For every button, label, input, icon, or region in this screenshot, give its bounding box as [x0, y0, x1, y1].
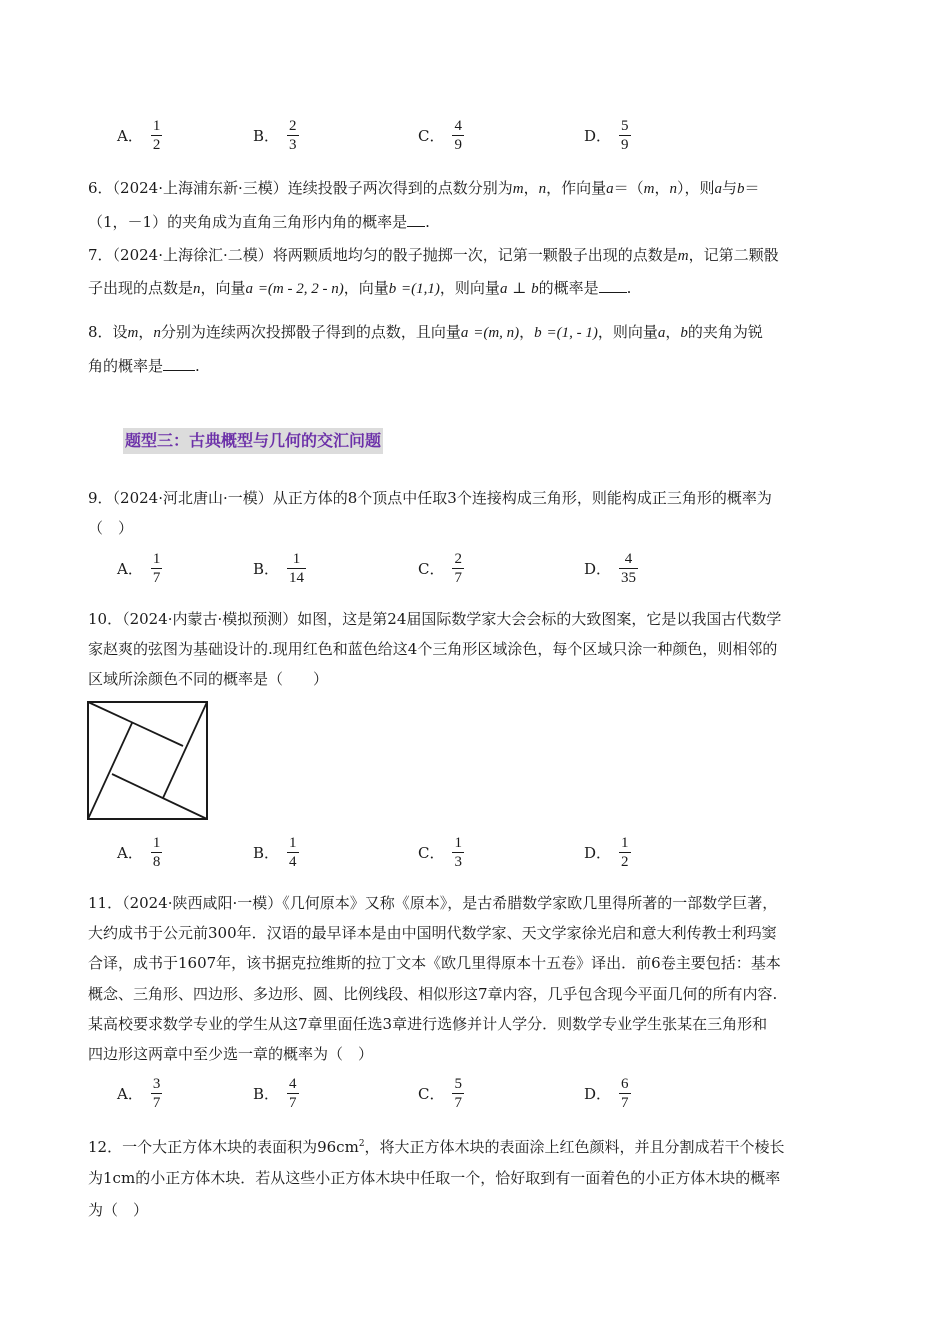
question-6-line-1: 6．（2024·上海浦东新·三模）连续投骰子两次得到的点数分别为m，n，作向量a＝（m，n），则a与b＝	[88, 179, 760, 197]
option-d[interactable]	[584, 835, 631, 870]
option-label: D．	[584, 560, 612, 578]
option-label: D．	[584, 1085, 612, 1103]
triangle-edge	[163, 702, 207, 798]
option-label: D．	[584, 844, 612, 862]
option-label: B．	[253, 844, 280, 862]
fraction: $\frac{3}{7}$	[152, 1076, 161, 1111]
option-a[interactable]	[117, 835, 162, 870]
fraction: $\frac{1}{2}$	[621, 835, 629, 870]
option-d[interactable]	[584, 551, 638, 586]
question-12-line-2: 为1cm的小正方体木块．若从这些小正方体木块中任取一个，恰好取到有一面着色的小正方体木块的概率	[88, 1169, 781, 1187]
answer-blank[interactable]	[407, 212, 425, 227]
answer-blank[interactable]	[599, 278, 627, 293]
fraction: $\frac{2}{3}$	[289, 118, 297, 153]
triangle-edge	[112, 774, 207, 819]
fraction: $\frac{2}{7}$	[454, 551, 462, 586]
question-8-line-1: 8．设m，n分别为连续两次投掷骰子得到的点数，且向量a =(m, n)，b =(1, - 1)，则向量a，b的夹角为锐	[88, 323, 763, 341]
fraction: $\frac{1}{7}$	[152, 551, 161, 586]
option-label: A．	[117, 560, 143, 578]
fraction: $\frac{1}{8}$	[152, 835, 161, 870]
option-b[interactable]	[253, 1076, 299, 1111]
option-d[interactable]	[584, 1076, 631, 1111]
fraction: $\frac{1}{14}$	[289, 551, 305, 586]
option-label: A．	[117, 844, 143, 862]
option-a[interactable]	[117, 118, 162, 153]
question-9-line-1: 9．（2024·河北唐山·一模）从正方体的8个顶点中任取3个连接构成三角形，则能构成正三角形的概率为	[88, 489, 772, 507]
question-11-line-6: 四边形这两章中至少选一章的概率为（ ）	[88, 1045, 374, 1063]
question-11-line-1: 11．（2024·陕西咸阳·一模）《几何原本》又称《原本》，是古希腊数学家欧几里得所著的一部数学巨著，	[88, 894, 778, 912]
fraction: $\frac{1}{2}$	[152, 118, 161, 153]
question-8-line-2: 角的概率是 .	[88, 357, 200, 375]
option-d[interactable]	[584, 118, 631, 153]
option-c[interactable]	[418, 551, 464, 586]
question-10-line-1: 10．（2024·内蒙古·模拟预测）如图，这是第24届国际数学家大会会标的大致图案，它是以我国古代数学	[88, 610, 782, 628]
zhao-shuang-string-diagram	[87, 701, 209, 821]
option-label: B．	[253, 1085, 280, 1103]
option-label: B．	[253, 560, 280, 578]
fraction: $\frac{5}{7}$	[454, 1076, 462, 1111]
option-b[interactable]	[253, 551, 306, 586]
option-label: C．	[418, 560, 445, 578]
fraction: $\frac{6}{7}$	[621, 1076, 629, 1111]
question-11-line-5: 某高校要求数学专业的学生从这7章里面任选3章进行选修并计人学分．则数学专业学生张某在三角形和	[88, 1015, 768, 1033]
question-10-line-2: 家赵爽的弦图为基础设计的.现用红色和蓝色给这4个三角形区域涂色，每个区域只涂一种颜色，则相邻的	[88, 640, 778, 658]
fraction: $\frac{1}{4}$	[289, 835, 297, 870]
section-heading: 题型三：古典概型与几何的交汇问题	[123, 428, 383, 454]
outer-square	[88, 702, 207, 819]
fraction: $\frac{4}{35}$	[621, 551, 637, 586]
option-b[interactable]	[253, 118, 299, 153]
answer-blank[interactable]	[163, 356, 195, 371]
option-label: C．	[418, 1085, 445, 1103]
option-c[interactable]	[418, 1076, 464, 1111]
question-9-line-2: （ ）	[88, 519, 134, 537]
option-c[interactable]	[418, 118, 464, 153]
option-a[interactable]	[117, 1076, 162, 1111]
question-11-line-4: 概念、三角形、四边形、多边形、圆、比例线段、相似形这7章内容，几乎包含现今平面几何的所有内容.	[88, 985, 778, 1003]
question-6-line-2: （1，－1）的夹角成为直角三角形内角的概率是 .	[88, 213, 430, 231]
question-12-line-1: 12．一个大正方体木块的表面积为$96cm^2$，将大正方体木块的表面涂上红色颜料，并且分割成若干个棱长	[88, 1138, 785, 1156]
option-label: A．	[117, 1085, 143, 1103]
option-c[interactable]	[418, 835, 464, 870]
fraction: $\frac{4}{9}$	[454, 118, 462, 153]
option-label: B．	[253, 127, 280, 145]
question-11-line-3: 合译，成书于1607年，该书据克拉维斯的拉丁文本《欧几里得原本十五卷》译出．前6卷主要包括：基本	[88, 954, 781, 972]
question-7-line-1: 7．（2024·上海徐汇·二模）将两颗质地均匀的骰子抛掷一次，记第一颗骰子出现的点数是m，记第二颗骰	[88, 246, 779, 264]
option-b[interactable]	[253, 835, 299, 870]
triangle-edge	[88, 702, 183, 746]
question-10-line-3: 区域所涂颜色不同的概率是（ ）	[88, 670, 329, 688]
fraction: $\frac{5}{9}$	[621, 118, 629, 153]
question-7-line-2: 子出现的点数是n，向量a =(m - 2, 2 - n)，向量b =(1,1)，则向量a ⊥ b的概率是 .	[88, 279, 632, 297]
triangle-edge	[88, 723, 132, 819]
option-label: C．	[418, 127, 445, 145]
option-label: A．	[117, 127, 143, 145]
option-label: D．	[584, 127, 612, 145]
fraction: $\frac{1}{3}$	[454, 835, 462, 870]
fraction: $\frac{4}{7}$	[289, 1076, 297, 1111]
question-11-line-2: 大约成书于公元前300年．汉语的最早译本是由中国明代数学家、天文学家徐光启和意大利传教士利玛窦	[88, 924, 777, 942]
option-a[interactable]	[117, 551, 162, 586]
question-12-line-3: 为（ ）	[88, 1201, 149, 1219]
option-label: C．	[418, 844, 445, 862]
